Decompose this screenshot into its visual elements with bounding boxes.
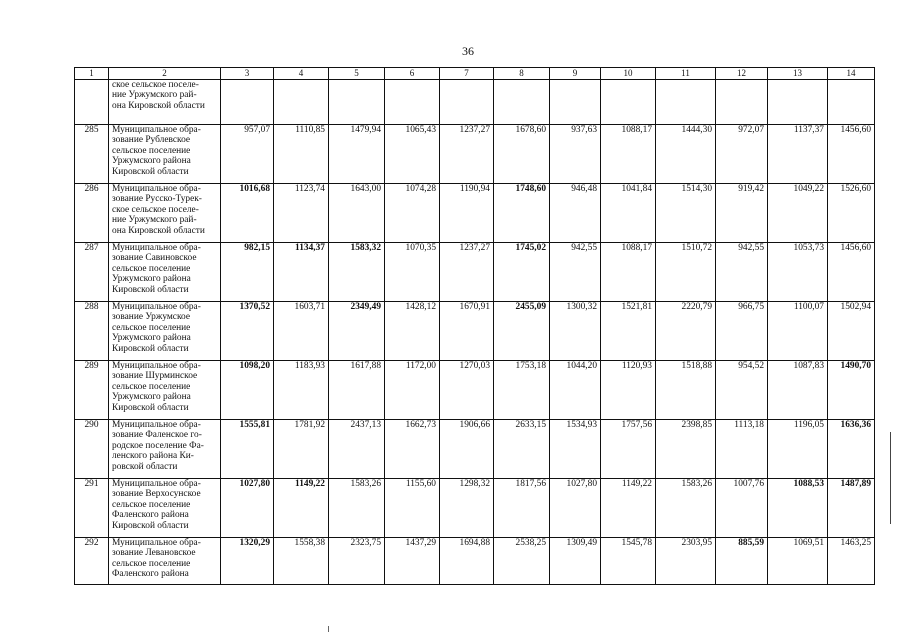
value-cell-col-5: 2349,49 — [329, 302, 385, 361]
value-cell-col-4: 1183,93 — [274, 361, 329, 420]
value-cell-col-12: 919,42 — [716, 184, 768, 243]
value-cell-col-7: 1906,66 — [440, 420, 494, 479]
value-cell-col-14: 1487,89 — [828, 479, 875, 538]
row-number — [75, 80, 109, 125]
value-cell-col-3: 982,15 — [221, 243, 274, 302]
value-cell-col-3: 1027,80 — [221, 479, 274, 538]
value-cell-col-7 — [440, 80, 494, 125]
value-cell-col-5: 1643,00 — [329, 184, 385, 243]
value-cell-col-9: 1027,80 — [550, 479, 601, 538]
municipality-name: Муниципальное обра- зование Савиновское сельское поселение Уржумского района Кировской области — [109, 243, 221, 302]
value-cell-col-9 — [550, 80, 601, 125]
value-cell-col-10: 1757,56 — [601, 420, 656, 479]
value-cell-col-13: 1088,53 — [768, 479, 828, 538]
table-row — [75, 361, 875, 420]
municipality-name: Муниципальное обра- зование Русско-Турек- ское сельское поселе- ние Уржумского рай- она Кировской области — [109, 184, 221, 243]
municipality-name: Муниципальное обра- зование Верхосунское сельское поселение Фаленского района Кировской области — [109, 479, 221, 538]
row-number: 288 — [75, 302, 109, 361]
value-cell-col-8 — [494, 80, 550, 125]
value-cell-col-13: 1137,37 — [768, 125, 828, 184]
value-cell-col-14: 1490,70 — [828, 361, 875, 420]
value-cell-col-5: 1617,88 — [329, 361, 385, 420]
scan-dust-mark — [328, 626, 329, 632]
value-cell-col-5: 1583,26 — [329, 479, 385, 538]
value-cell-col-10: 1088,17 — [601, 243, 656, 302]
value-cell-col-11: 2398,85 — [656, 420, 716, 479]
value-cell-col-5: 1479,94 — [329, 125, 385, 184]
value-cell-col-14 — [828, 80, 875, 125]
value-cell-col-12: 1113,18 — [716, 420, 768, 479]
column-header-5: 5 — [329, 68, 385, 80]
value-cell-col-13: 1087,83 — [768, 361, 828, 420]
value-cell-col-10: 1041,84 — [601, 184, 656, 243]
value-cell-col-6: 1662,73 — [385, 420, 440, 479]
value-cell-col-9: 942,55 — [550, 243, 601, 302]
municipality-name: ское сельское поселе- ние Уржумского рай- она Кировской области — [109, 80, 221, 125]
column-header-3: 3 — [221, 68, 274, 80]
value-cell-col-3: 1555,81 — [221, 420, 274, 479]
row-number: 292 — [75, 538, 109, 585]
scan-edge-mark — [890, 432, 891, 524]
value-cell-col-11: 1583,26 — [656, 479, 716, 538]
value-cell-col-13: 1049,22 — [768, 184, 828, 243]
value-cell-col-13 — [768, 80, 828, 125]
column-header-1: 1 — [75, 68, 109, 80]
row-number: 287 — [75, 243, 109, 302]
column-header-4: 4 — [274, 68, 329, 80]
value-cell-col-14: 1526,60 — [828, 184, 875, 243]
value-cell-col-10 — [601, 80, 656, 125]
value-cell-col-13: 1100,07 — [768, 302, 828, 361]
value-cell-col-14: 1456,60 — [828, 243, 875, 302]
table-row — [75, 243, 875, 302]
value-cell-col-13: 1196,05 — [768, 420, 828, 479]
value-cell-col-6: 1074,28 — [385, 184, 440, 243]
value-cell-col-12: 942,55 — [716, 243, 768, 302]
table-row — [75, 80, 875, 125]
value-cell-col-4: 1134,37 — [274, 243, 329, 302]
value-cell-col-11: 2220,79 — [656, 302, 716, 361]
value-cell-col-11: 1514,30 — [656, 184, 716, 243]
value-cell-col-8: 2633,15 — [494, 420, 550, 479]
value-cell-col-8: 1753,18 — [494, 361, 550, 420]
value-cell-col-3: 1016,68 — [221, 184, 274, 243]
value-cell-col-4 — [274, 80, 329, 125]
value-cell-col-5: 2323,75 — [329, 538, 385, 585]
municipality-name: Муниципальное обра- зование Уржумское сельское поселение Уржумского района Кировской области — [109, 302, 221, 361]
row-number: 286 — [75, 184, 109, 243]
value-cell-col-9: 1300,32 — [550, 302, 601, 361]
value-cell-col-7: 1190,94 — [440, 184, 494, 243]
value-cell-col-11: 1444,30 — [656, 125, 716, 184]
value-cell-col-4: 1149,22 — [274, 479, 329, 538]
value-cell-col-12: 954,52 — [716, 361, 768, 420]
value-cell-col-14: 1502,94 — [828, 302, 875, 361]
table-row — [75, 184, 875, 243]
value-cell-col-7: 1270,03 — [440, 361, 494, 420]
value-cell-col-4: 1603,71 — [274, 302, 329, 361]
column-header-13: 13 — [768, 68, 828, 80]
row-number: 290 — [75, 420, 109, 479]
municipality-name: Муниципальное обра- зование Фаленское го- родское поселение Фа- ленского района Ки- ровской области — [109, 420, 221, 479]
table-row — [75, 538, 875, 585]
value-cell-col-3 — [221, 80, 274, 125]
tariff-table — [74, 67, 875, 585]
value-cell-col-9: 946,48 — [550, 184, 601, 243]
column-header-14: 14 — [828, 68, 875, 80]
value-cell-col-12: 966,75 — [716, 302, 768, 361]
value-cell-col-12: 972,07 — [716, 125, 768, 184]
row-number: 291 — [75, 479, 109, 538]
value-cell-col-10: 1521,81 — [601, 302, 656, 361]
value-cell-col-11: 2303,95 — [656, 538, 716, 585]
value-cell-col-14: 1456,60 — [828, 125, 875, 184]
header-row — [75, 68, 875, 80]
column-header-2: 2 — [109, 68, 221, 80]
value-cell-col-12: 1007,76 — [716, 479, 768, 538]
value-cell-col-4: 1781,92 — [274, 420, 329, 479]
value-cell-col-7: 1694,88 — [440, 538, 494, 585]
value-cell-col-7: 1237,27 — [440, 125, 494, 184]
table-row — [75, 125, 875, 184]
value-cell-col-10: 1149,22 — [601, 479, 656, 538]
value-cell-col-7: 1298,32 — [440, 479, 494, 538]
value-cell-col-5: 2437,13 — [329, 420, 385, 479]
value-cell-col-6: 1437,29 — [385, 538, 440, 585]
column-header-9: 9 — [550, 68, 601, 80]
municipality-name: Муниципальное обра- зование Шурминское сельское поселение Уржумского района Кировской области — [109, 361, 221, 420]
municipality-name: Муниципальное обра- зование Рублевское сельское поселение Уржумского района Кировской области — [109, 125, 221, 184]
column-header-11: 11 — [656, 68, 716, 80]
value-cell-col-8: 2455,09 — [494, 302, 550, 361]
value-cell-col-7: 1237,27 — [440, 243, 494, 302]
table-row — [75, 479, 875, 538]
value-cell-col-11: 1518,88 — [656, 361, 716, 420]
column-header-12: 12 — [716, 68, 768, 80]
municipality-name: Муниципальное обра- зование Левановское сельское поселение Фаленского района — [109, 538, 221, 585]
value-cell-col-6: 1070,35 — [385, 243, 440, 302]
value-cell-col-6: 1155,60 — [385, 479, 440, 538]
column-header-7: 7 — [440, 68, 494, 80]
row-number: 289 — [75, 361, 109, 420]
value-cell-col-13: 1053,73 — [768, 243, 828, 302]
value-cell-col-14: 1463,25 — [828, 538, 875, 585]
value-cell-col-8: 1678,60 — [494, 125, 550, 184]
value-cell-col-4: 1123,74 — [274, 184, 329, 243]
value-cell-col-10: 1120,93 — [601, 361, 656, 420]
value-cell-col-8: 1748,60 — [494, 184, 550, 243]
row-number: 285 — [75, 125, 109, 184]
value-cell-col-11 — [656, 80, 716, 125]
value-cell-col-12: 885,59 — [716, 538, 768, 585]
value-cell-col-14: 1636,36 — [828, 420, 875, 479]
table-body — [75, 80, 875, 585]
value-cell-col-6: 1428,12 — [385, 302, 440, 361]
value-cell-col-9: 1044,20 — [550, 361, 601, 420]
value-cell-col-3: 1098,20 — [221, 361, 274, 420]
column-header-10: 10 — [601, 68, 656, 80]
table-header — [75, 68, 875, 80]
value-cell-col-9: 1309,49 — [550, 538, 601, 585]
value-cell-col-6 — [385, 80, 440, 125]
value-cell-col-3: 957,07 — [221, 125, 274, 184]
table-row — [75, 302, 875, 361]
value-cell-col-7: 1670,91 — [440, 302, 494, 361]
value-cell-col-9: 937,63 — [550, 125, 601, 184]
value-cell-col-10: 1088,17 — [601, 125, 656, 184]
value-cell-col-9: 1534,93 — [550, 420, 601, 479]
page-number: 36 — [462, 44, 474, 58]
value-cell-col-12 — [716, 80, 768, 125]
column-header-8: 8 — [494, 68, 550, 80]
column-header-6: 6 — [385, 68, 440, 80]
value-cell-col-3: 1320,29 — [221, 538, 274, 585]
value-cell-col-6: 1065,43 — [385, 125, 440, 184]
value-cell-col-3: 1370,52 — [221, 302, 274, 361]
value-cell-col-8: 1745,02 — [494, 243, 550, 302]
value-cell-col-10: 1545,78 — [601, 538, 656, 585]
value-cell-col-4: 1110,85 — [274, 125, 329, 184]
value-cell-col-5: 1583,32 — [329, 243, 385, 302]
value-cell-col-11: 1510,72 — [656, 243, 716, 302]
value-cell-col-4: 1558,38 — [274, 538, 329, 585]
value-cell-col-8: 2538,25 — [494, 538, 550, 585]
value-cell-col-13: 1069,51 — [768, 538, 828, 585]
value-cell-col-8: 1817,56 — [494, 479, 550, 538]
table-row — [75, 420, 875, 479]
value-cell-col-6: 1172,00 — [385, 361, 440, 420]
value-cell-col-5 — [329, 80, 385, 125]
